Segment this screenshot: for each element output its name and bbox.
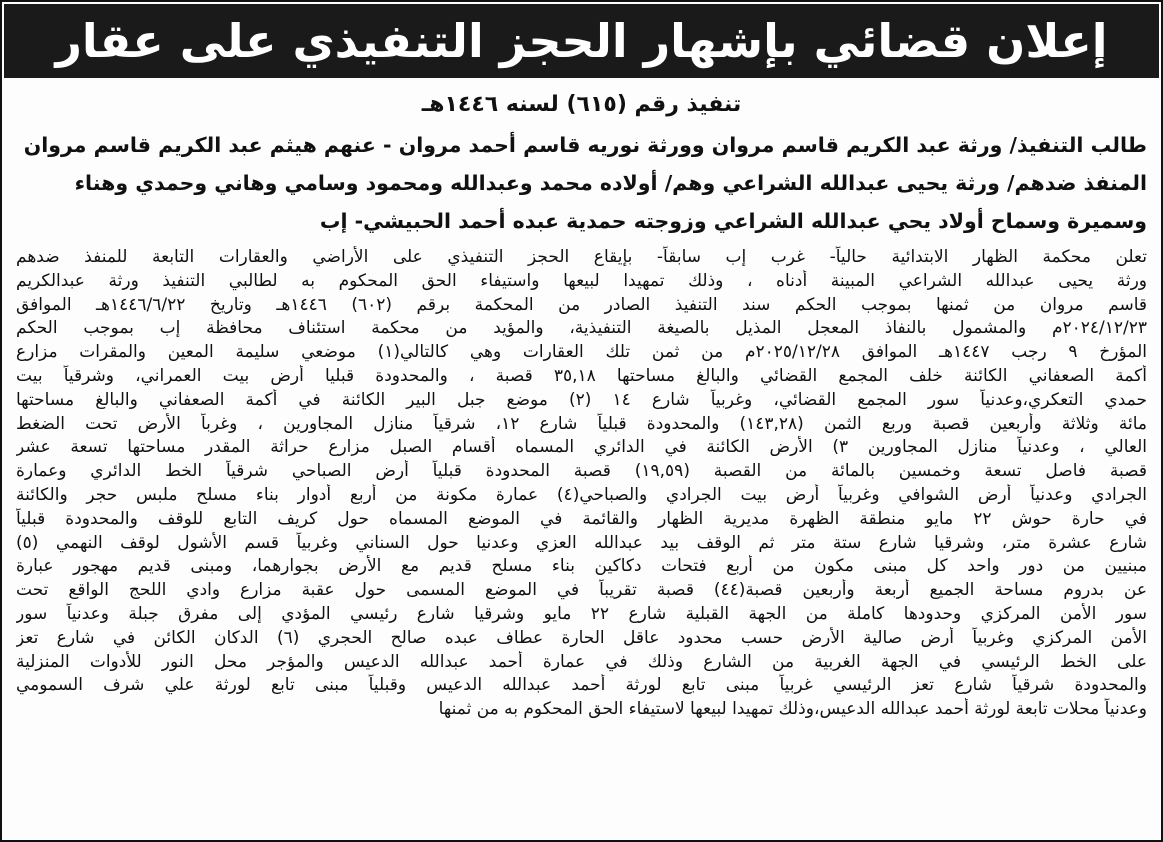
defendants-line-continued: وسميرة وسماح أولاد يحي عبدالله الشراعي وزوجته حمدية عبده أحمد الحبيشي- إب (319, 209, 1147, 233)
body-line: الجرادي وعدنياً أرض الشوافي وغربياً أرض بيت الجرادي والصباحي(٤) عمارة مكونة من أربع أدوار بناء مسلح ملبس حجر والكائنة (16, 484, 1147, 505)
notice-body (16, 246, 1147, 722)
body-line: الأمن المركزي وغربياً أرض صالية الأرض حسب محدود عاقل الحارة عطاف عبده صالح الحجري (٦) الدكان الكائن في شارع تعز (16, 627, 1147, 648)
body-line: تعلن محكمة الظهار الابتدائية حالياً- غرب إب سابقاً- بإيقاع الحجز التنفيذي على الأراضي والعقارات التابعة للمنفذ ضدهم (16, 247, 1147, 267)
body-line: قصبة فاصل تسعة وخمسين بالمائة من القصبة (١٩,٥٩) قصبة المحدودة قبلياً أرض الصباحي شرقياً الخط الدائري وعمارة (16, 461, 1147, 482)
body-line: ٢٠٢٤/١٢/٢٣م والمشمول بالنفاذ المعجل المذيل بالصيغة التنفيذية، والمؤيد من محكمة استئناف محافظة إب بموجب الحكم (16, 318, 1147, 339)
body-line: مائة وثلاثة وأربعين قصبة وربع الثمن (١٤٣,٢٨) والمحدودة قبلياً شارع ١٢، شرقياً منازل المجاورين ، وغرباً الأرض تحت الضغط (16, 413, 1147, 434)
body-line: قاسم مروان من ثمنها بموجب الحكم سند التنفيذ الصادر من المحكمة برقم (٦٠٢) ١٤٤٦هـ وتاريخ ١٤٤٦/٦/٢٢هـ الموافق (16, 294, 1147, 315)
body-line: في حارة حوش ٢٢ مايو منطقة الظهرة مديرية الظهار والقائمة في الموضع المسماه حول كريف التابع للوقف والمحدودة قبلياً (16, 508, 1147, 529)
claimant-line: طالب التنفيذ/ ورثة عبد الكريم قاسم مروان وورثة نوريه قاسم أحمد مروان - عنهم هيثم عبد الكريم قاسم مروان (23, 133, 1147, 157)
body-line: سور الأمن المركزي وحدودها كاملة من الجهة القبلية شارع ٢٢ مايو وشرقيا شارع رئيسي المؤدي إلى مفرق جبلة وعدنياً سور (16, 603, 1147, 624)
body-line: عن بدروم مساحة الجميع أربعة وأربعين قصبة(٤٤) قصبة تقريباً في الموضع المسمى حول عقبة مزارع وادي اللحج الواقع تحت (16, 580, 1147, 601)
body-line: ورثة يحيى عبدالله الشراعي المبينة أدناه ، وذلك تمهيدا لبيعها واستيفاء الحق المحكوم به لطالبي التنفيذ ورثة عبدالكريم (16, 270, 1147, 291)
body-line: المؤرخ ٩ رجب ١٤٤٧هـ الموافق ٢٠٢٥/١٢/٢٨م من ثمن تلك العقارات وهي كالتالي(١) موضعي سليمة المعين والمقرات مزارع (16, 342, 1147, 363)
body-line: شارع عشرة متر، وشرقيا شارع ستة متر ثم الوقف بيد عبدالله العزي وعدنيا حول السناني وغربياً قسم الأشول لوقف النهمي (٥) (16, 532, 1147, 553)
body-line: وعدنياً محلات تابعة لورثة أحمد عبدالله الدعيس،وذلك تمهيدا لبيعها لاستيفاء الحق المحكوم به من ثمنها (438, 699, 1147, 720)
body-line: العالي ، وعدنياً منازل المجاورين ٣) الأرض الكائنة في الدائري المسماه أقسام الصبل مزارع حراثة المقدر مساحتها تسعة عشر (16, 437, 1147, 458)
notice-content (16, 86, 1147, 722)
notice-title: إعلان قضائي بإشهار الحجز التنفيذي على عقار (4, 4, 1159, 78)
body-line: مبنيين من دور واحد كل مبنى مكون من أربع فتحات دكاكين بناء مسلح قديم مع الأرض بجوارهما، ومبنى قديم مهجور عبارة (16, 556, 1147, 577)
body-line: أكمة الصعفاني الكائنة خلف المجمع القضائي والبالغ مساحتها ٣٥,١٨ قصبة ، والمحدودة قبليا أرض بيت العمراني، وشرقياً بيت (16, 365, 1147, 386)
case-number: تنفيذ رقم (٦١٥) لسنه ١٤٤٦هـ (421, 92, 742, 117)
parties-block (16, 126, 1147, 240)
body-line: على الخط الرئيسي في الجهة الغربية من الشارع وذلك في عمارة أحمد عبدالله الدعيس والمؤجر محل النور للأدوات المنزلية (16, 651, 1147, 672)
defendants-line: المنفذ ضدهم/ ورثة يحيى عبدالله الشراعي وهم/ أولاده محمد وعبدالله ومحمود وسامي وهاني وحمدي وهناء (74, 171, 1147, 195)
body-line: والمحدودة شرقياً شارع تعز الرئيسي غربياً مبنى تابع لورثة أحمد عبدالله الدعيس وقبلياً مبنى تابع لورثة علي شرف السمومي (16, 675, 1147, 696)
body-line: حمدي التعكري،وعدنياً سور المجمع القضائي، وغربياً شارع ١٤ (٢) موضع جبل البير الكائنة في أكمة الصعفاني والبالغ مساحتها (16, 389, 1147, 410)
